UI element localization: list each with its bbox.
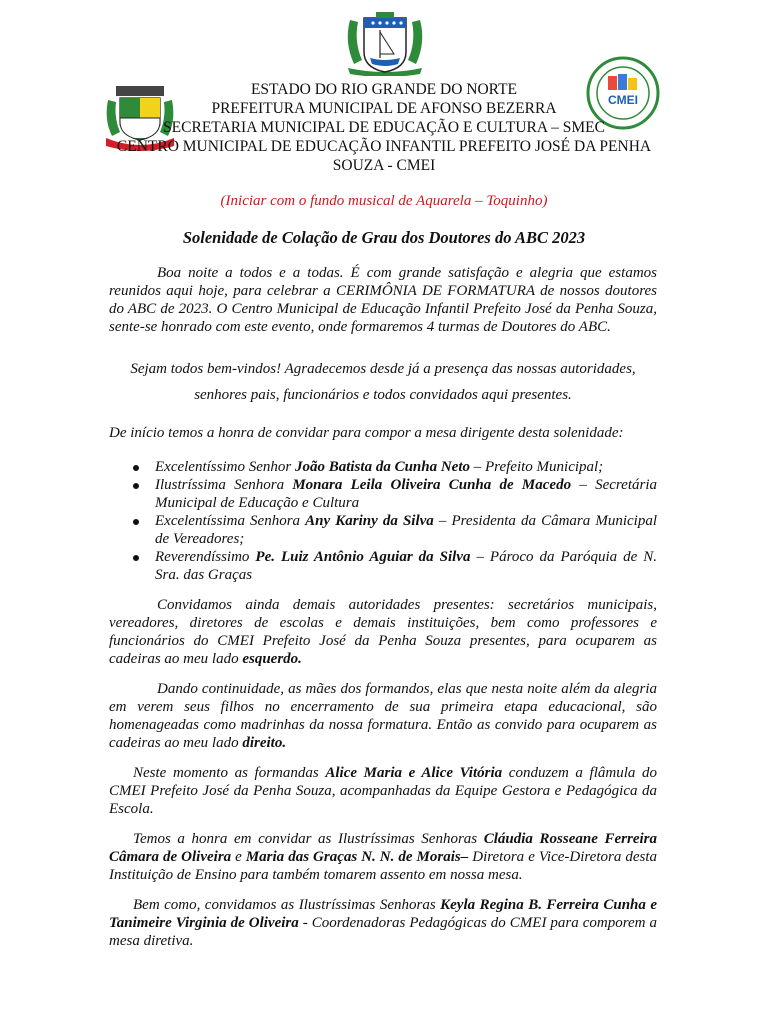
paragraph-mesa-intro: De início temos a honra de convidar para compor a mesa dirigente desta solenidade: [109,425,624,441]
bullet-icon [133,519,139,525]
paragraph-flamula: Neste momento as formandas Alice Maria e Alice Vitória conduzem a flâmula do CMEI Prefeito José da Penha Souza, acompanhadas da Equipe Gestora e Pedagógica da Escola. [109,765,657,817]
music-note: (Iniciar com o fundo musical de Aquarela – Toquinho) [220,193,548,209]
paragraph-welcome: Boa noite a todos e a todas. É com grande satisfação e alegria que estamos reunidos aqui hoje, para celebrar a CERIMÔNIA DE FORMATURA de nossos doutores do ABC de 2023. O Centro Municipal de Educação Infantil Prefeito José da Penha Souza, sente-se honrado com este evento, onde formaremos 4 turmas de Doutores do ABC. [109,265,657,335]
header-prefeitura: PREFEITURA MUNICIPAL DE AFONSO BEZERRA [211,100,557,117]
paragraph-maes: Dando continuidade, as mães dos formandos, elas que nesta noite além da alegria em verem seus filhos no encerramento de sua primeira etapa educacional, são homenageadas como madrinhas da nossa formatura. Então as convido para ocuparem as cadeiras ao meu lado direito. [109,681,657,751]
document-title: Solenidade de Colação de Grau dos Doutores do ABC 2023 [182,228,586,247]
cmei-logo-text: CMEI [608,93,638,107]
header-souza: SOUZA - CMEI [332,157,436,174]
header-state: ESTADO DO RIO GRANDE DO NORTE [250,81,518,98]
bullet-icon [133,483,139,489]
mesa-list [109,458,657,584]
letterhead [100,80,668,175]
paragraph-coordenadoras: Bem como, convidamos as Ilustríssimas Senhoras Keyla Regina B. Ferreira Cunha e Tanimeire Virginia de Oliveira - Coordenadoras Pedagógicas do CMEI para comporem a mesa diretiva. [109,897,657,949]
header-secretaria: SECRETARIA MUNICIPAL DE EDUCAÇÃO E CULTURA – SMEC [163,119,605,136]
paragraph-sejam: Sejam todos bem-vindos! Agradecemos desde já a presença das nossas autoridades, [130,361,636,377]
list-item: Excelentíssimo Senhor João Batista da Cunha Neto – Prefeito Municipal; [109,458,657,476]
bullet-icon [133,555,139,561]
rn-state-coat-of-arms [340,12,430,76]
list-item: Excelentíssima Senhora Any Kariny da Silva – Presidenta da Câmara Municipal de Vereadores; [109,512,657,548]
paragraph-diretoras: Temos a honra em convidar as Ilustríssimas Senhoras Cláudia Rosseane Ferreira Câmara de Oliveira e Maria das Graças N. N. de Morais– Diretora e Vice-Diretora desta Instituição de Ensino para também tomarem assento em nossa mesa. [109,831,657,883]
list-item: Ilustríssima Senhora Monara Leila Oliveira Cunha de Macedo – Secretária Municipal de Educação e Cultura [109,476,657,512]
list-item: Reverendíssimo Pe. Luiz Antônio Aguiar da Silva – Pároco da Paróquia de N. Sra. das Graças [109,548,657,584]
bullet-icon [133,465,139,471]
paragraph-autoridades: Convidamos ainda demais autoridades presentes: secretários municipais, vereadores, diretores de escolas e demais instituições, bem como professores e funcionários do CMEI Prefeito José da Penha Souza presentes, para ocuparem as cadeiras ao meu lado esquerdo. [109,597,657,667]
paragraph-senhores: senhores pais, funcionários e todos convidados aqui presentes. [194,387,572,403]
header-centro: CENTRO MUNICIPAL DE EDUCAÇÃO INFANTIL PREFEITO JOSÉ DA PENHA [116,138,652,155]
